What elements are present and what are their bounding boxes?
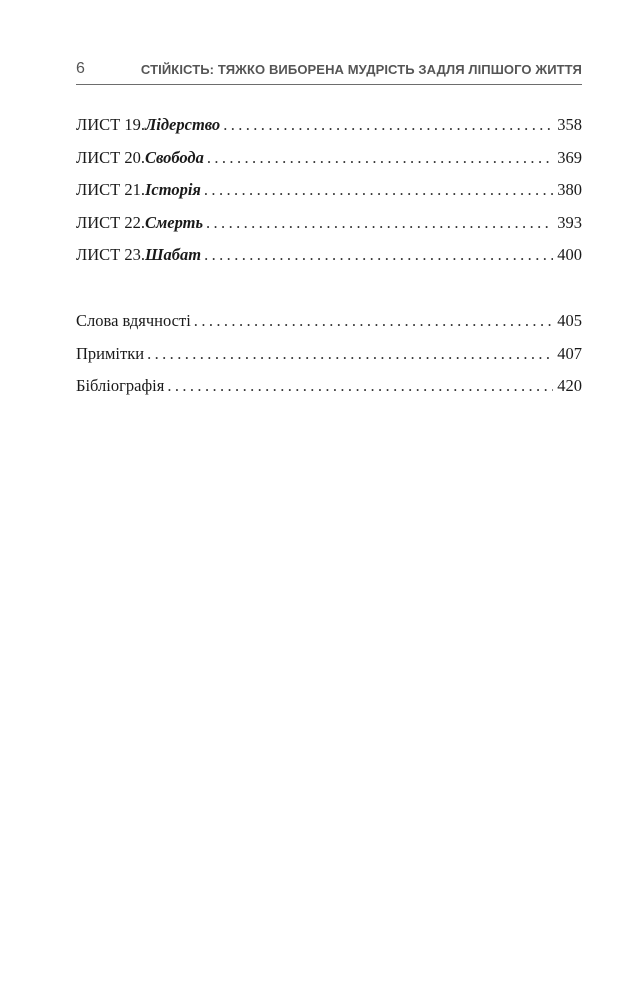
toc-entry-letter-19[interactable]	[76, 113, 582, 146]
toc-entry-title: Смерть	[144, 212, 203, 232]
toc-entry-page: 420	[557, 376, 582, 395]
toc-entry-letter-20[interactable]	[76, 146, 582, 179]
toc-entry-prefix: ЛИСТ 21.	[76, 180, 145, 199]
dot-leader	[223, 113, 553, 137]
toc-entry-page: 369	[557, 147, 582, 167]
toc-entry-prefix: ЛИСТ 23.	[76, 245, 145, 264]
dot-leader	[206, 211, 553, 235]
toc-entry-title: Історія	[144, 180, 201, 199]
toc-entry-letter-22[interactable]	[76, 211, 582, 244]
toc-entry-letter-23[interactable]	[76, 243, 582, 276]
header-divider	[76, 84, 582, 85]
dot-leader	[167, 374, 553, 398]
toc-entry-page: 400	[557, 245, 582, 264]
toc-entry-title: Бібліографія	[76, 376, 165, 395]
toc-entry-title: Лідерство	[144, 115, 221, 134]
toc-entry-page: 380	[557, 180, 582, 199]
toc-entry-page: 407	[557, 343, 582, 363]
toc-entry-title: Слова вдячності	[76, 311, 191, 330]
dot-leader	[147, 342, 553, 366]
dot-leader	[204, 243, 553, 267]
toc-letters-list	[76, 113, 582, 276]
toc-entry-prefix: ЛИСТ 20.	[76, 147, 145, 167]
toc-entry-page: 405	[557, 311, 582, 330]
dot-leader	[207, 146, 553, 170]
toc-back-matter-list	[76, 309, 582, 407]
toc-entry-title: Шабат	[144, 245, 202, 264]
dot-leader	[194, 309, 553, 333]
toc-entry-notes[interactable]	[76, 342, 582, 375]
toc-entry-title: Примітки	[76, 343, 145, 363]
toc-entry-page: 393	[557, 212, 582, 232]
toc-entry-prefix: ЛИСТ 19.	[76, 115, 145, 134]
page-number: 6	[76, 60, 85, 77]
toc-entry-letter-21[interactable]	[76, 178, 582, 211]
running-title: СТІЙКІСТЬ: ТЯЖКО ВИБОРЕНА МУДРІСТЬ ЗАДЛЯ ЛІПШОГО ЖИТТЯ	[140, 62, 582, 77]
toc-entry-page: 358	[557, 115, 582, 134]
toc-entry-prefix: ЛИСТ 22.	[76, 212, 145, 232]
toc-entry-title: Свобода	[144, 147, 204, 167]
running-head	[76, 58, 582, 82]
toc-entry-bibliography[interactable]	[76, 374, 582, 407]
dot-leader	[204, 178, 553, 202]
toc-entry-acknowledgements[interactable]	[76, 309, 582, 342]
